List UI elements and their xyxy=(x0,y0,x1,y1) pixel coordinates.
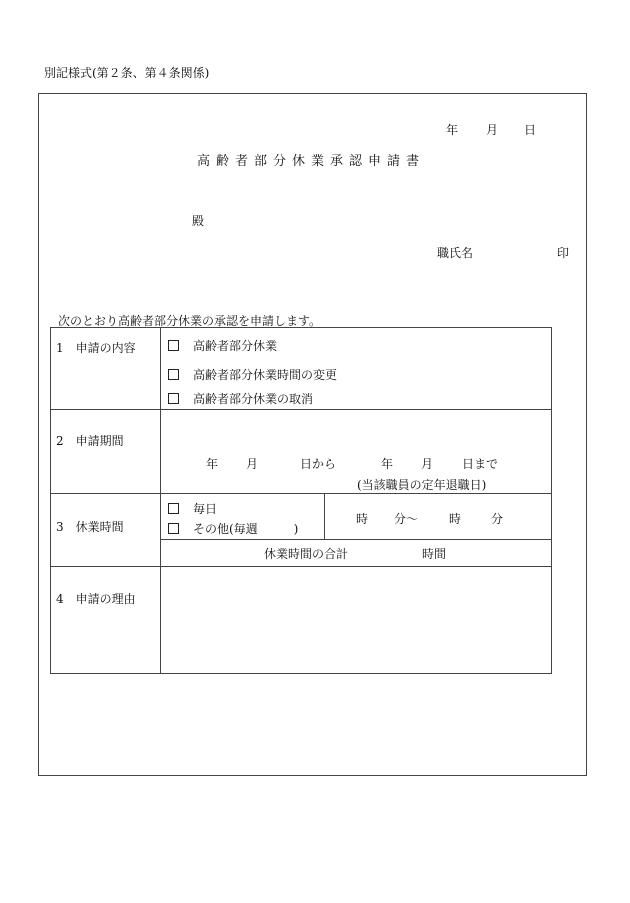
option-label: 高齢者部分休業の取消 xyxy=(193,392,314,406)
header-note: 別記様式(第２条、第４条関係) xyxy=(44,66,210,80)
checkbox[interactable] xyxy=(168,340,179,351)
row-divider xyxy=(51,493,551,494)
section-reason-label: 4 申請の理由 xyxy=(56,592,136,606)
row-divider xyxy=(51,566,551,567)
from-day-label: 日から xyxy=(300,457,337,471)
checkbox[interactable] xyxy=(168,503,179,514)
option-label: 毎日 xyxy=(193,502,218,516)
date-year-label: 年 xyxy=(446,123,459,137)
option-daily[interactable] xyxy=(168,500,217,517)
label-column-divider xyxy=(160,328,161,673)
total-hours-unit: 時間 xyxy=(422,547,447,561)
option-label: 高齢者部分休業 xyxy=(193,339,278,353)
row-divider xyxy=(160,539,551,540)
total-hours-label: 休業時間の合計 xyxy=(264,547,349,561)
start-hour-label: 時 xyxy=(356,512,369,526)
to-day-label: 日まで xyxy=(462,457,499,471)
option-change-hours[interactable] xyxy=(168,366,337,383)
intro-text: 次のとおり高齢者部分休業の承認を申請します。 xyxy=(58,314,322,328)
document-title: 高齢者部分休業承認申請書 xyxy=(197,154,426,169)
retirement-note: (当該職員の定年退職日) xyxy=(357,478,487,492)
from-year-label: 年 xyxy=(206,457,219,471)
hours-divider xyxy=(324,493,325,539)
section-period-label: 2 申請期間 xyxy=(56,434,124,448)
section-content-label: 1 申請の内容 xyxy=(56,341,136,355)
option-label: 高齢者部分休業時間の変更 xyxy=(193,368,338,382)
section-hours-label: 3 休業時間 xyxy=(56,520,124,534)
checkbox[interactable] xyxy=(168,369,179,380)
option-cancel[interactable] xyxy=(168,390,313,407)
end-hour-label: 時 xyxy=(449,512,462,526)
addressee-suffix: 殿 xyxy=(192,214,205,228)
option-label: その他(毎週 ) xyxy=(193,522,299,536)
to-year-label: 年 xyxy=(381,457,394,471)
applicant-name-label: 職氏名 xyxy=(437,246,474,260)
end-minute-label: 分 xyxy=(491,512,504,526)
row-divider xyxy=(51,409,551,410)
seal-label: 印 xyxy=(557,246,570,260)
checkbox[interactable] xyxy=(168,523,179,534)
date-day-label: 日 xyxy=(524,123,537,137)
checkbox[interactable] xyxy=(168,393,179,404)
start-minute-label: 分～ xyxy=(394,512,419,526)
date-month-label: 月 xyxy=(486,123,499,137)
to-month-label: 月 xyxy=(421,457,434,471)
option-partial-leave[interactable] xyxy=(168,337,277,354)
from-month-label: 月 xyxy=(246,457,259,471)
option-other-weekly[interactable] xyxy=(168,520,298,537)
